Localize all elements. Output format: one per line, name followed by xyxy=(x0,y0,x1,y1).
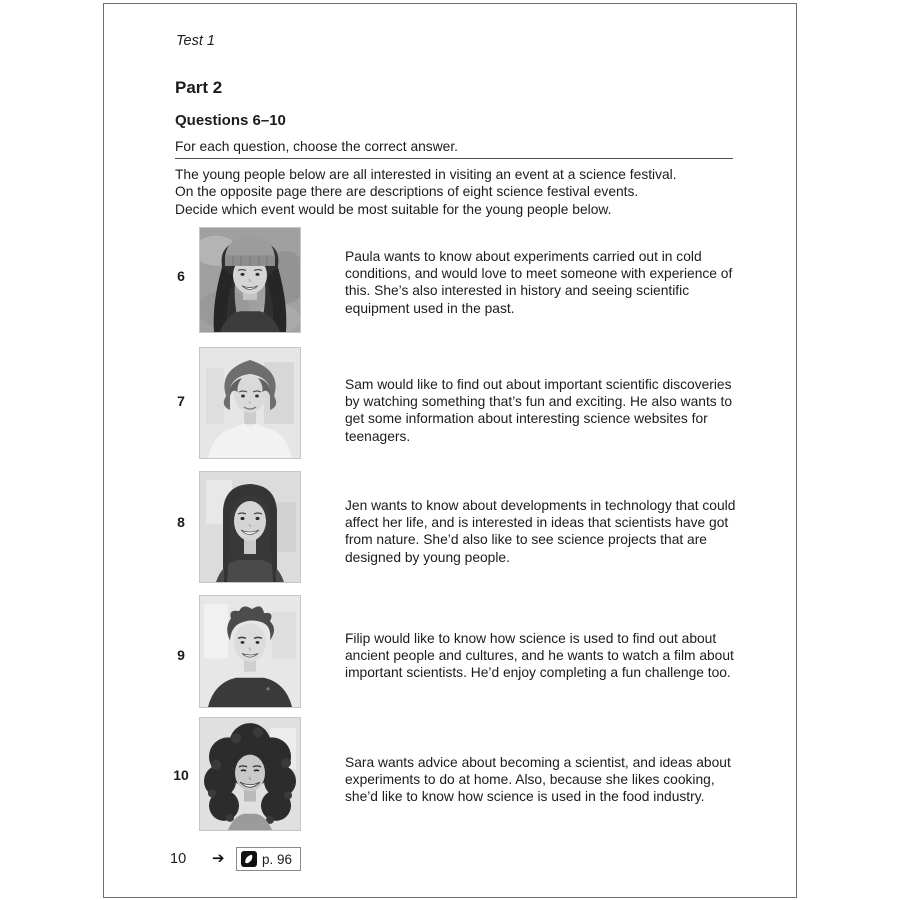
question-text-6: Paula wants to know about experiments carried out in cold conditions, and would love to meet someone with experience of this. She’s also interested in history and seeing scientific equipment used in the past. xyxy=(345,249,733,316)
boy-wavy-hair-portrait-icon xyxy=(200,348,300,458)
divider xyxy=(175,158,733,159)
photo-filip-short-hair xyxy=(200,596,300,707)
part-title: Part 2 xyxy=(175,78,223,97)
reference-page-label: p. 96 xyxy=(262,851,293,867)
question-number-7: 7 xyxy=(177,393,185,409)
photo-sara-curly-hair xyxy=(200,718,300,830)
girl-curly-hair-portrait-icon xyxy=(200,718,300,830)
question-text-8: Jen wants to know about developments in technology that could affect her life, and is interested in ideas that scientists have got from nature. She’d also like to see science projects that are designed by young people. xyxy=(345,498,736,565)
intro-paragraph xyxy=(175,166,677,218)
pen-icon xyxy=(241,851,257,867)
girl-beanie-portrait-icon xyxy=(200,228,300,332)
photo-paula-beanie xyxy=(200,228,300,332)
intro-line: The young people below are all interested in visiting an event at a science festival. xyxy=(175,167,677,182)
question-text-9: Filip would like to know how science is used to find out about ancient people and cultures, and he wants to watch a film about important scientists. He’d enjoy completing a fun challenge too. xyxy=(345,631,734,681)
arrow-icon: ➔ xyxy=(212,850,225,867)
question-number-10: 10 xyxy=(173,767,189,783)
girl-long-hair-portrait-icon xyxy=(200,472,300,582)
answer-key-reference xyxy=(236,847,301,871)
page-number: 10 xyxy=(170,851,187,867)
photo-jen-long-hair xyxy=(200,472,300,582)
photo-sam-wavy-hair xyxy=(200,348,300,458)
question-number-9: 9 xyxy=(177,647,185,663)
boy-short-hair-portrait-icon xyxy=(200,596,300,707)
question-number-6: 6 xyxy=(177,268,185,284)
question-number-8: 8 xyxy=(177,514,185,530)
questions-range-title: Questions 6–10 xyxy=(175,112,286,129)
question-text-10: Sara wants advice about becoming a scientist, and ideas about experiments to do at home. Also, because she likes cooking, she’d like to know how science is used in the food industry. xyxy=(345,755,731,805)
instruction-text: For each question, choose the correct answer. xyxy=(175,139,458,154)
running-head: Test 1 xyxy=(176,33,215,49)
question-text-7: Sam would like to find out about important scientific discoveries by watching something that’s fun and exciting. He also wants to get some information about interesting science websites for teenagers. xyxy=(345,377,733,444)
intro-line: On the opposite page there are descriptions of eight science festival events. xyxy=(175,184,639,200)
intro-line: Decide which event would be most suitable for the young people below. xyxy=(175,201,612,217)
